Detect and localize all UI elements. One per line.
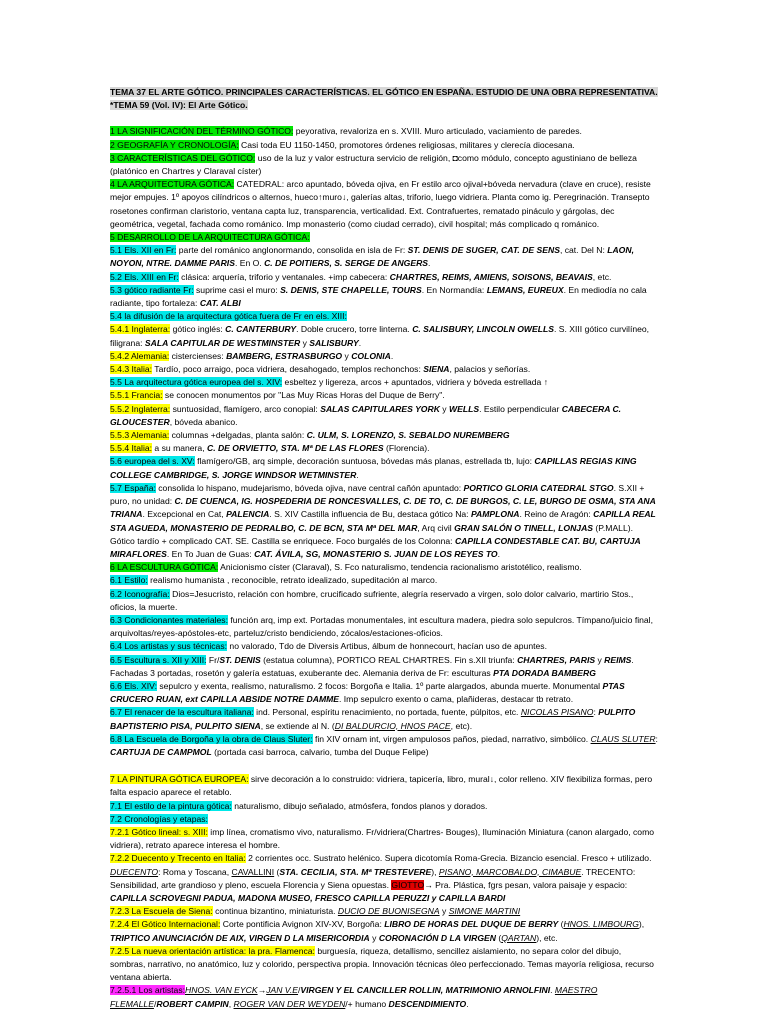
paragraph-text: GRAN SALÓN O TINELL, LONJAS — [454, 522, 594, 533]
paragraph-text: Corte pontificia Avignon XIV-XV, Borgoña: — [220, 919, 385, 930]
outline-paragraph — [110, 350, 658, 363]
paragraph-text: PISANO, MARCOBALDO, CIMABUE — [438, 866, 582, 877]
paragraph-text: se conocen monumentos por "Las Muy Ricas Horas del Duque de Berry". — [162, 390, 445, 401]
paragraph-text: SALA CAPITULAR DE WESTMINSTER — [144, 337, 301, 348]
paragraph-text: MAESTRO FLEMALLE — [110, 985, 598, 1009]
paragraph-text: C. ULM, S. LORENZO, S. SEBALDO NUREMBERG — [306, 430, 510, 441]
paragraph-text: Anicionismo císter (Claraval), S. Fco naturalismo, tendencia racionalismo aristotélico, realismo. — [218, 562, 582, 573]
paragraph-text: , se extiende al N. ( — [260, 720, 335, 731]
paragraph-text: HNOS. VAN EYCK — [185, 985, 258, 996]
paragraph-text: . En mediodía no cala radiante, tipo fortaleza: — [110, 284, 647, 309]
paragraph-text: . Fachadas 3 portadas, rosetón y galería estatuas, exuberante dec. Alemania deriva de Fr: esculturas — [110, 654, 634, 678]
outline-paragraph — [110, 984, 658, 1010]
paragraph-text: CARTUJA DE CAMPMOL — [110, 746, 212, 757]
paragraph-text: HNOS. LIMBOURG — [563, 919, 639, 930]
section-heading: 5.6 europea del s. XV: — [110, 456, 195, 467]
paragraph-text: . En Normandía: — [421, 284, 487, 295]
paragraph-text: ( — [274, 866, 280, 877]
paragraph-text: LAON, NOYON, NTRE. DAMME PARIS — [110, 245, 634, 269]
paragraph-text: naturalismo, dibujo señalado, atmósfera, fondos planos y dorados. — [231, 800, 488, 811]
document-body — [110, 86, 658, 1011]
paragraph-text: y — [369, 932, 379, 943]
outline-paragraph — [110, 455, 658, 481]
paragraph-text: y — [300, 337, 310, 348]
section-heading: 7.2.2 Duecento y Trecento en Italia: — [110, 853, 246, 864]
outline-paragraph — [110, 482, 658, 561]
paragraph-text: . TRECENTO: Sensibilidad, arte grandioso y pleno, escuela Florencia y Siena opuestas. — [110, 866, 636, 890]
outline-paragraph — [110, 310, 658, 323]
outline-paragraph — [110, 125, 658, 138]
outline-paragraph — [110, 284, 658, 310]
paragraph-text: CAT. ALBI — [199, 298, 241, 309]
section-heading: 5.5.3 Alemania: — [110, 430, 170, 441]
paragraph-text: . S.XII + puro, no unidad: — [110, 482, 645, 507]
paragraph-text: peyorativa, revaloriza en s. XVIII. Muro articulado, vaciamiento de paredes. — [293, 126, 582, 137]
outline-paragraph — [110, 918, 658, 944]
paragraph-text: flamígero/GB, arq simple, decoración suntuosa, bóvedas más planas, estrellada tb, lujo: — [194, 456, 535, 467]
section-heading: 6.6 Els. XIV: — [110, 680, 157, 691]
document-title: TEMA 37 EL ARTE GÓTICO. PRINCIPALES CARACTERÍSTICAS. EL GÓTICO EN ESPAÑA. ESTUDIO DE UNA OBRA REPRESENTATIVA. — [110, 87, 658, 97]
paragraph-text: : Roma y Toscana, — [158, 866, 232, 877]
section-heading: 7.2.4 El Gótico Internacional: — [110, 919, 221, 930]
section-heading: 5.4 la difusión de la arquitectura gótica fuera de Fr en els. XIII: — [110, 311, 347, 322]
paragraph-text: Tardío, poco arraigo, poca vidriera, desahogado, templos rechonchos: — [152, 364, 424, 375]
section-heading: 2 GEOGRAFÍA Y CRONOLOGÍA: — [110, 139, 239, 150]
outline-paragraph — [110, 561, 658, 574]
section-heading: 5.3 gótico radiante Fr: — [110, 284, 194, 295]
paragraph-text: ST. DENIS — [219, 654, 261, 665]
section-heading: 5.4.2 Alemania: — [110, 350, 170, 361]
outline-paragraph — [110, 323, 658, 349]
paragraph-text: . Estilo perpendicular — [479, 403, 562, 414]
paragraph-text: : — [655, 733, 658, 744]
paragraph-text: PTAS CRUCERO RUAN, ext CAPILLA ABSIDE NOTRE DAMME — [110, 680, 625, 705]
paragraph-text: . — [358, 337, 362, 348]
paragraph-text: → — [257, 985, 267, 996]
outline-paragraph — [110, 152, 658, 178]
section-heading: 5.5.4 Italia: — [110, 443, 153, 454]
paragraph-text: sepulcro y exenta, realismo, naturalismo. 2 focos: Borgoña e Italia. 1º parte alargados, abunda muerte. Monumental — [156, 680, 603, 691]
paragraph-text: suprime casi el muro: — [193, 284, 281, 295]
paragraph-text: ( — [558, 919, 564, 930]
section-heading: 5.5.1 Francia: — [110, 390, 163, 401]
paragraph-text: (P.MALL). Gótico tardío + complicado CAT. SE. Castilla se enriquece. Foco burgalés de los Colonna: — [110, 522, 633, 546]
paragraph-text: parte del románico anglonormando, consolida en isla de Fr: — [176, 245, 408, 256]
paragraph-text: suntuosidad, flamígero, arco conopial: — [170, 403, 321, 414]
paragraph-text: y — [595, 654, 605, 665]
section-heading: 5.1 Els. XII en Fr: — [110, 245, 177, 256]
paragraph-text: TRIPTICO ANUNCIACIÓN DE AIX, VIRGEN D LA MISERICORDIA — [110, 932, 370, 943]
paragraph-text: , Arq civil — [417, 522, 455, 533]
paragraph-text: , — [228, 998, 234, 1009]
paragraph-text: PTA DORADA BAMBERG — [493, 667, 596, 678]
paragraph-text: DI BALDURCIO, HNOS PACE — [334, 720, 451, 731]
paragraph-text: sirve decoración a lo construido: vidriera, tapicería, libro, mural↓, color relleno. XIV flexibiliza formas, pero falta espacio aparece el retablo. — [110, 774, 653, 798]
paragraph-text: , cat. Del N: — [559, 245, 608, 256]
outline-paragraph — [110, 773, 658, 799]
paragraph-text: CAPILLA REAL STA AGUEDA, MONASTERIO DE PEDRALBO, C. DE BCN, STA Mª DEL MAR — [110, 509, 656, 533]
paragraph-text: Casi toda EU 1150-1450, promotores órdenes religiosas, militares y clerecía diocesana. — [238, 139, 575, 150]
paragraph-text: CHARTRES, PARIS — [517, 654, 596, 665]
paragraph-text: PULPITO BAPTISTERIO PISA, PULPITO SIENA — [110, 707, 636, 731]
paragraph-text: PORTICO GLORIA CATEDRAL STGO — [463, 482, 614, 493]
paragraph-text: → Pra. Plástica, fgrs pesan, valora paisaje y espacio: — [424, 879, 628, 890]
paragraph-text: . S. XIII gótico curvilíneo, filigrana: — [110, 324, 650, 348]
paragraph-text: BAMBERG, ESTRASBURGO — [226, 350, 343, 361]
section-heading: 5.4.3 Italia: — [110, 364, 153, 375]
paragraph-text: DUCIO DE BUONISEGNA — [337, 906, 440, 917]
paragraph-text: / — [153, 998, 157, 1009]
paragraph-text: . Excepcional en Cat, — [142, 509, 227, 520]
paragraph-text: ind. Personal, espíritu renacimiento, no portada, fuente, púlpitos, etc. — [253, 707, 521, 718]
paragraph-text: LIBRO DE HORAS DEL DUQUE DE BERRY — [384, 919, 559, 930]
paragraph-text: Dios=Jesucristo, relación con hombre, crucificado sufriente, alegría reservado a virgen, solo dolor calvario, martirio Stos., oficios, la muerte. — [110, 588, 634, 612]
paragraph-text: ( — [495, 932, 502, 943]
paragraph-text: C. CANTERBURY — [225, 324, 297, 335]
paragraph-text: CLAUS SLUTER — [590, 733, 656, 744]
outline-paragraph — [110, 614, 658, 640]
section-heading: 5.4.1 Inglaterra: — [110, 324, 171, 335]
paragraph-text: CAPILLA SCROVEGNI PADUA, MADONA MUSEO, FRESCO CAPILLA PERUZZI y CAPILLA BARDI — [110, 892, 506, 903]
section-heading: 6.7 El renacer de la escultura italiana: — [110, 707, 254, 718]
outline-paragraph — [110, 442, 658, 455]
paragraph-text: DESCENDIMIENTO — [388, 998, 467, 1009]
paragraph-text: . — [497, 548, 500, 559]
paragraph-text: SALAS CAPITULARES YORK — [320, 403, 440, 414]
outline-paragraph — [110, 403, 658, 429]
paragraph-text: gótico inglés: — [170, 324, 226, 335]
section-heading: 6.8 La Escuela de Borgoña y la obra de Claus Sluter: — [110, 733, 313, 744]
paragraph-text: consolida lo hispano, mudejarismo, bóveda ojiva, nave central cañón apuntado: — [155, 482, 464, 493]
outline-paragraph — [110, 139, 658, 152]
paragraph-text: función arq, imp ext. Portadas monumentales, int escultura madera, piedra solo sepulcros. Tímpano/juicio final, arquivoltas/reyes-apóstoles-etc, parteluz/cristo bendiciendo, zócalos/estaciones-oficios. — [110, 614, 653, 639]
paragraph-text: . — [356, 469, 359, 480]
paragraph-text: continua bizantino, miniaturista. — [212, 906, 338, 917]
paragraph-text: C. DE CUENCA, IG. HOSPEDERIA DE RONCESVALLES, C. DE TO, C. DE BURGOS, C. LE, BURGO DE OSMA, STA ANA TRIANA — [110, 496, 656, 520]
section-heading: 5.5 La arquitectura gótica europea del s. XIV: — [110, 377, 283, 388]
paragraph-text: PAMPLONA — [470, 509, 520, 520]
paragraph-text: QARTAN — [501, 932, 537, 943]
paragraph-text: y — [342, 350, 352, 361]
outline-paragraph — [110, 680, 658, 706]
paragraph-text: Fr/ — [206, 654, 220, 665]
paragraph-text: . Imp sepulcro exento o cama, plañideras, destacar tb retrato. — [339, 694, 574, 705]
paragraph-text: ROBERT CAMPIN — [156, 998, 229, 1009]
paragraph-text: , bóveda abanico. — [169, 416, 238, 427]
paragraph-text: uso de la luz y valor estructura servicio de religión, ◘como módulo, concepto agustiniano de belleza (platónico en Chartres y Claraval císter) — [110, 152, 637, 177]
outline-paragraph — [110, 271, 658, 284]
paragraph-text: (estatua columna), PORTICO REAL CHARTRES. Fin s.XII triunfa: — [260, 654, 518, 665]
paragraph-text: CAPILLA CONDESTABLE CAT. BU, CARTUJA MIRAFLORES — [110, 535, 641, 559]
document-subtitle: *TEMA 59 (Vol. IV): El Arte Gótico. — [110, 100, 248, 111]
outline-paragraph — [110, 733, 658, 759]
section-heading: 5.2 Els. XIII en Fr: — [110, 271, 179, 282]
paragraph-text: columnas +delgadas, planta salón: — [169, 430, 307, 441]
paragraph-text: DUECENTO — [110, 866, 159, 877]
outline-paragraph — [110, 588, 658, 614]
paragraph-text: ), — [431, 866, 439, 877]
paragraph-text: CABECERA C. GLOUCESTER — [110, 403, 622, 427]
section-heading: 7.2.1 Gótico lineal: s. XIII: — [110, 826, 208, 837]
outline-paragraph — [110, 244, 658, 270]
paragraph-text: . — [550, 985, 555, 996]
section-heading: 6.5 Escultura s. XII y XIII: — [110, 654, 207, 665]
paragraph-text: CATEDRAL: arco apuntado, bóveda ojiva, en Fr estilo arco ojival+bóveda nervadura (clave en cruce), resiste mejor empujes. 1º apoyos cilíndricos o alternos, hueco↑muro↓, galerías altas, triforio, luego vidriera. Planta como ig. Peregrinación. Transepto rosetones confirman claristorio, ventana capta luz, transparencia, verticalidad. Ext. Contrafuertes, rematado pináculo y gárgolas, dec geométrica, vegetal, fachada como románico. Imp monasterio (como ciudad cerrado), civil hospital; más complicado q románico. — [110, 179, 651, 229]
outline-paragraph — [110, 389, 658, 402]
paragraph-text: esbeltez y ligereza, arcos + apuntados, vidriera y bóveda estrellada ↑ — [282, 377, 548, 388]
section-heading: 6.1 Estilo: — [110, 575, 148, 586]
outline-paragraph — [110, 852, 658, 905]
paragraph-text: CORONACIÓN D LA VIRGEN — [378, 932, 496, 943]
paragraph-text: SIENA — [423, 364, 450, 375]
paragraph-text: . Reino de Aragón: — [519, 509, 594, 520]
outline-paragraph — [110, 640, 658, 653]
paragraph-text: , etc. — [592, 271, 612, 282]
paragraph-text: . En O. — [234, 258, 265, 269]
outline-paragraph — [110, 654, 658, 680]
outline-paragraph — [110, 800, 658, 813]
paragraph-text: CAPILLAS REGIAS KING COLLEGE CAMBRIDGE, S. JORGE WINDSOR WETMINSTER — [110, 456, 637, 480]
paragraph-text: (portada casi barroca, calvario, tumba del Duque Felipe) — [211, 746, 429, 757]
paragraph-text: y — [439, 906, 449, 917]
paragraph-text: CHARTRES, REIMS, AMIENS, SOISONS, BEAVAIS — [389, 271, 593, 282]
paragraph-text: . — [390, 350, 394, 361]
section-heading: 7 LA PINTURA GÓTICA EUROPEA: — [110, 774, 249, 785]
paragraph-text: , palacios y señorías. — [449, 364, 531, 375]
paragraph-text: burguesía, riqueza, detallismo, sencillez aislamiento, no separa color del dibujo, sombras, narrativo, no anatómico, luz y colorido, perspectiva propia. Innovación técnicas óleo perfeccionado. Temas mayoría religiosa, recurso ventana abierta. — [110, 945, 654, 983]
paragraph-text: VIRGEN Y EL CANCILLER ROLLIN, MATRIMONIO ARNOLFINI — [300, 985, 551, 996]
outline-sections — [110, 125, 658, 1010]
section-heading: GIOTTO — [391, 879, 425, 890]
section-heading: 5 DESARROLLO DE LA ARQUITECTURA GÓTICA: — [110, 232, 310, 243]
paragraph-text: imp línea, cromatismo vivo, naturalismo. Fr/vidriera(Chartres- Bouges), Iluminación Miniatura (canon alargado, como vidriera), retrato aparece interesa el hombre. — [110, 826, 655, 851]
section-heading: 5.7 España: — [110, 482, 156, 493]
paragraph-text: WELLS — [448, 403, 480, 414]
section-heading: 3 CARACTERÍSTICAS DEL GÓTICO: — [110, 152, 256, 163]
section-heading: 6 LA ESCULTURA GÓTICA: — [110, 562, 219, 573]
section-heading: 7.2.5.1 Los artistas: — [110, 985, 185, 996]
paragraph-text: COLONIA — [351, 350, 391, 361]
outline-paragraph — [110, 231, 658, 244]
paragraph-text: : — [593, 707, 599, 718]
outline-paragraph — [110, 376, 658, 389]
paragraph-text: / — [298, 985, 301, 996]
paragraph-text: 2 corrientes occ. Sustrato helénico. Supera dicotomía Roma-Grecia. Bizancio esencial. Fresco + utilizado. — [245, 853, 652, 864]
section-heading: 7.2 Cronologías y etapas: — [110, 813, 208, 824]
paragraph-text: STA. CECILIA, STA. Mª TRESTEVERE — [279, 866, 432, 877]
paragraph-text: . Doble crucero, torre linterna. — [296, 324, 413, 335]
paragraph-text: fin XIV ornam int, virgen ampulosos paños, piedad, narrativo, simbólico. — [312, 733, 591, 744]
paragraph-text: /+ humano — [345, 998, 389, 1009]
section-heading: 7.2.3 La Escuela de Siena: — [110, 906, 213, 917]
paragraph-text: JAN V.E — [266, 985, 299, 996]
section-heading: 6.4 Los artistas y sus técnicas: — [110, 641, 228, 652]
section-heading: 7.1 El estilo de la pintura gótica: — [110, 800, 232, 811]
paragraph-text: , etc). — [450, 720, 473, 731]
paragraph-text: NICOLAS PISANO — [520, 707, 594, 718]
paragraph-text: no valorado, Tdo de Diversis Artibus, álbum de honnecourt, hacían uso de apuntes. — [227, 641, 547, 652]
section-heading: 5.5.2 Inglaterra: — [110, 403, 171, 414]
paragraph-text: CAT. ÁVILA, SG, MONASTERIO S. JUAN DE LOS REYES TO — [254, 548, 498, 559]
section-heading: 1 LA SIGNIFICACIÓN DEL TÉRMINO GÓTICO: — [110, 126, 294, 137]
outline-paragraph — [110, 813, 658, 826]
paragraph-text: . S. XIV Castilla influencia de Bu, destaca gótico Na: — [269, 509, 471, 520]
paragraph-text: C. SALISBURY, LINCOLN OWELLS — [412, 324, 555, 335]
paragraph-text: a su manera, — [152, 443, 207, 454]
paragraph-text: cistercienses: — [169, 350, 227, 361]
title-block — [110, 86, 658, 112]
paragraph-text: ST. DENIS DE SUGER, CAT. DE SENS — [407, 245, 560, 256]
section-heading: 4 LA ARQUITECTURA GÓTICA: — [110, 179, 235, 190]
paragraph-text: . — [428, 258, 431, 269]
outline-paragraph — [110, 905, 658, 918]
outline-paragraph — [110, 574, 658, 587]
outline-paragraph — [110, 363, 658, 376]
paragraph-text: C. DE POITIERS, S. SERGE DE ANGERS — [264, 258, 429, 269]
paragraph-text: ), — [638, 919, 645, 930]
outline-paragraph — [110, 706, 658, 732]
paragraph-text: ROGER VAN DER WEYDEN — [233, 998, 346, 1009]
paragraph-text: (Florencia). — [383, 443, 430, 454]
paragraph-text: REIMS — [604, 654, 632, 665]
outline-paragraph — [110, 429, 658, 442]
paragraph-text: LEMANS, EUREUX — [486, 284, 564, 295]
outline-paragraph — [110, 826, 658, 852]
outline-paragraph — [110, 945, 658, 985]
paragraph-text: PALENCIA — [226, 509, 270, 520]
outline-paragraph — [110, 178, 658, 231]
paragraph-text: SALISBURY — [309, 337, 359, 348]
section-heading: 7.2.5 La nueva orientación artística: la pra. Flamenca: — [110, 945, 315, 956]
paragraph-text: . — [466, 998, 469, 1009]
paragraph-text: y — [439, 403, 449, 414]
paragraph-text: realismo humanista , reconocible, retrato idealizado, supeditación al marco. — [147, 575, 438, 586]
paragraph-text: clásica: arquería, triforio y ventanales. +imp cabecera: — [178, 271, 390, 282]
paragraph-text: S. DENIS, STE CHAPELLE, TOURS — [280, 284, 422, 295]
paragraph-text: . En To Juan de Guas: — [166, 548, 255, 559]
paragraph-text: SIMONE MARTINI — [448, 906, 521, 917]
paragraph-text: ), etc. — [536, 932, 558, 943]
section-heading: 6.3 Condicionantes materiales: — [110, 614, 228, 625]
paragraph-text: C. DE ORVIETTO, STA. Mª DE LAS FLORES — [206, 443, 384, 454]
section-heading: 6.2 Iconografía: — [110, 588, 170, 599]
paragraph-text: CAVALLINI — [231, 866, 275, 877]
